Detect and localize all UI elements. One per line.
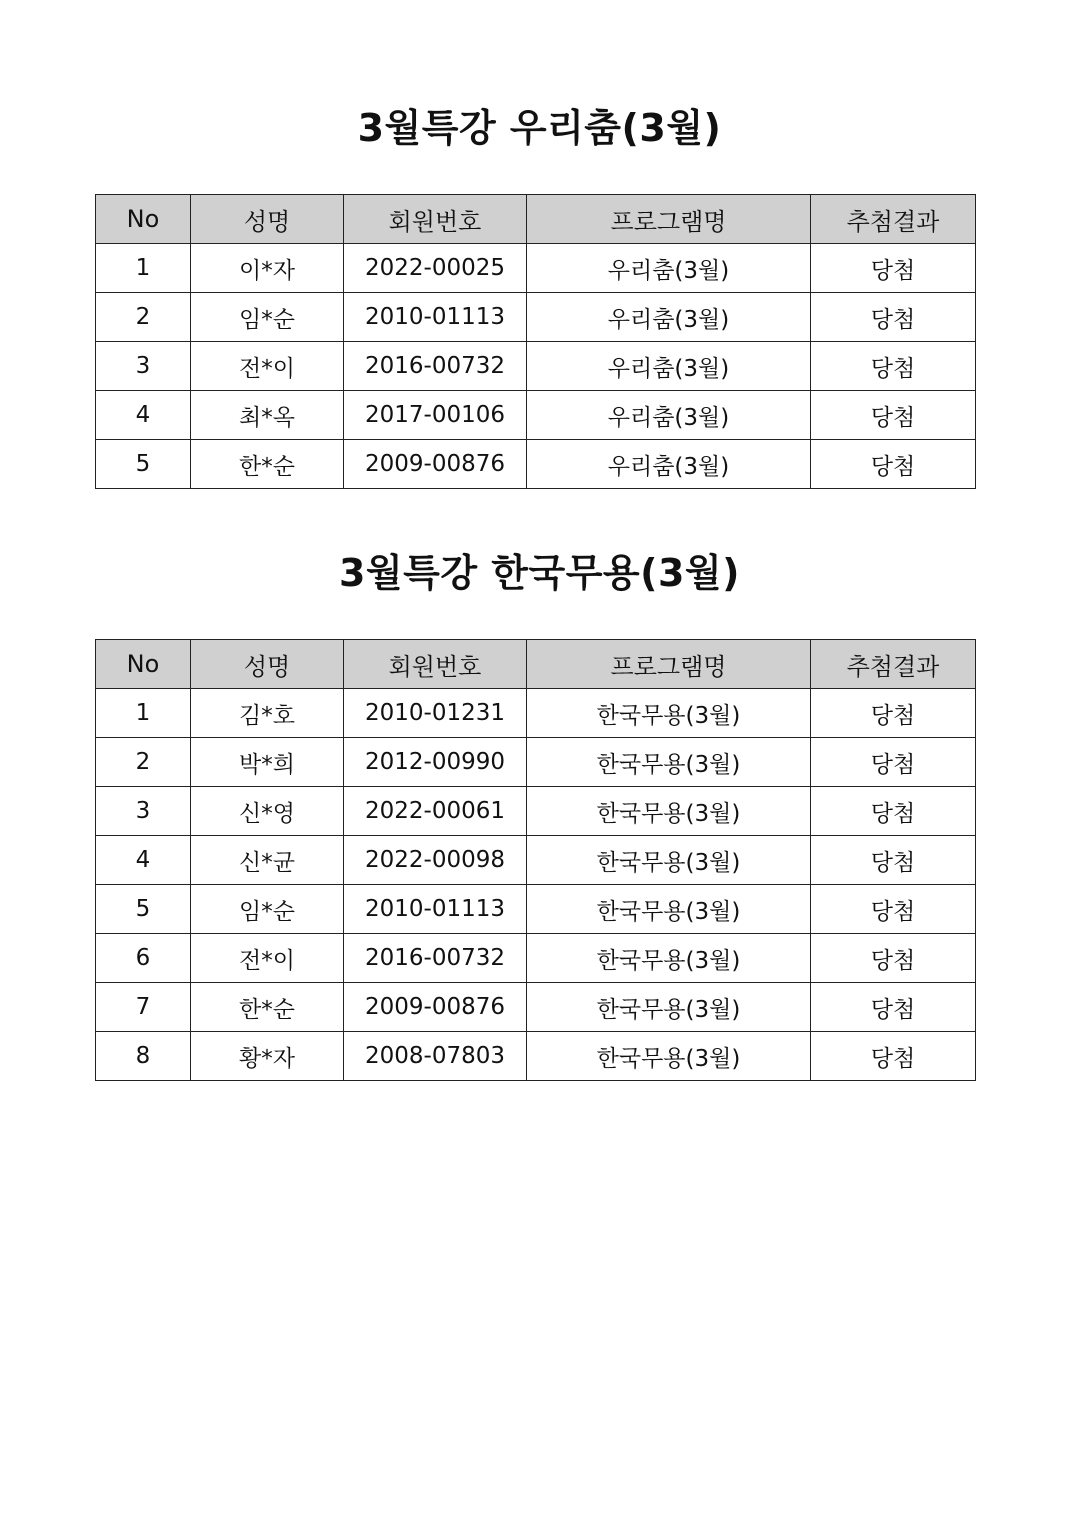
cell-program: 우리춤(3월) xyxy=(527,293,811,342)
cell-program: 한국무용(3월) xyxy=(527,787,811,836)
cell-member-id: 2022-00061 xyxy=(344,787,527,836)
header-no: No xyxy=(96,640,191,689)
header-name: 성명 xyxy=(191,640,344,689)
table-row xyxy=(96,787,976,836)
cell-member-id: 2008-07803 xyxy=(344,1032,527,1081)
cell-no: 1 xyxy=(96,244,191,293)
cell-no: 3 xyxy=(96,787,191,836)
cell-member-id: 2010-01113 xyxy=(344,885,527,934)
cell-name: 임*순 xyxy=(191,293,344,342)
cell-no: 5 xyxy=(96,885,191,934)
cell-program: 한국무용(3월) xyxy=(527,836,811,885)
cell-name: 최*옥 xyxy=(191,391,344,440)
header-result: 추첨결과 xyxy=(811,195,976,244)
header-no: No xyxy=(96,195,191,244)
cell-member-id: 2022-00098 xyxy=(344,836,527,885)
header-program: 프로그램명 xyxy=(527,640,811,689)
cell-program: 우리춤(3월) xyxy=(527,440,811,489)
cell-result: 당첨 xyxy=(811,1032,976,1081)
table-row xyxy=(96,836,976,885)
header-member-id: 회원번호 xyxy=(344,195,527,244)
lottery-result-table xyxy=(95,194,976,489)
cell-member-id: 2009-00876 xyxy=(344,983,527,1032)
cell-result: 당첨 xyxy=(811,342,976,391)
header-result: 추첨결과 xyxy=(811,640,976,689)
cell-no: 5 xyxy=(96,440,191,489)
cell-name: 김*호 xyxy=(191,689,344,738)
cell-member-id: 2022-00025 xyxy=(344,244,527,293)
table-row xyxy=(96,440,976,489)
table-row xyxy=(96,689,976,738)
cell-program: 한국무용(3월) xyxy=(527,885,811,934)
cell-name: 한*순 xyxy=(191,983,344,1032)
cell-member-id: 2010-01113 xyxy=(344,293,527,342)
table-row xyxy=(96,342,976,391)
cell-name: 박*희 xyxy=(191,738,344,787)
cell-result: 당첨 xyxy=(811,738,976,787)
table-row xyxy=(96,1032,976,1081)
cell-member-id: 2017-00106 xyxy=(344,391,527,440)
header-program: 프로그램명 xyxy=(527,195,811,244)
section-title: 3월특강 우리춤(3월) xyxy=(357,106,722,150)
cell-no: 6 xyxy=(96,934,191,983)
cell-name: 전*이 xyxy=(191,342,344,391)
cell-program: 우리춤(3월) xyxy=(527,342,811,391)
table-row xyxy=(96,293,976,342)
cell-name: 이*자 xyxy=(191,244,344,293)
cell-result: 당첨 xyxy=(811,934,976,983)
cell-member-id: 2009-00876 xyxy=(344,440,527,489)
cell-no: 2 xyxy=(96,738,191,787)
cell-name: 전*이 xyxy=(191,934,344,983)
cell-no: 4 xyxy=(96,391,191,440)
cell-member-id: 2012-00990 xyxy=(344,738,527,787)
cell-name: 한*순 xyxy=(191,440,344,489)
cell-result: 당첨 xyxy=(811,244,976,293)
table-row xyxy=(96,244,976,293)
cell-result: 당첨 xyxy=(811,787,976,836)
cell-result: 당첨 xyxy=(811,689,976,738)
cell-no: 8 xyxy=(96,1032,191,1081)
header-member-id: 회원번호 xyxy=(344,640,527,689)
table-header-row xyxy=(96,640,976,689)
table-header-row xyxy=(96,195,976,244)
cell-name: 신*균 xyxy=(191,836,344,885)
cell-no: 2 xyxy=(96,293,191,342)
table-row xyxy=(96,391,976,440)
cell-program: 한국무용(3월) xyxy=(527,983,811,1032)
cell-result: 당첨 xyxy=(811,885,976,934)
lottery-result-table xyxy=(95,639,976,1081)
cell-member-id: 2016-00732 xyxy=(344,342,527,391)
cell-result: 당첨 xyxy=(811,836,976,885)
cell-program: 우리춤(3월) xyxy=(527,391,811,440)
table-row xyxy=(96,738,976,787)
cell-no: 3 xyxy=(96,342,191,391)
cell-name: 황*자 xyxy=(191,1032,344,1081)
table-row xyxy=(96,983,976,1032)
cell-result: 당첨 xyxy=(811,440,976,489)
cell-program: 한국무용(3월) xyxy=(527,689,811,738)
header-name: 성명 xyxy=(191,195,344,244)
cell-member-id: 2016-00732 xyxy=(344,934,527,983)
cell-result: 당첨 xyxy=(811,391,976,440)
cell-program: 한국무용(3월) xyxy=(527,934,811,983)
cell-no: 1 xyxy=(96,689,191,738)
cell-name: 신*영 xyxy=(191,787,344,836)
section-title: 3월특강 한국무용(3월) xyxy=(338,551,740,595)
cell-result: 당첨 xyxy=(811,293,976,342)
cell-no: 4 xyxy=(96,836,191,885)
cell-program: 우리춤(3월) xyxy=(527,244,811,293)
cell-program: 한국무용(3월) xyxy=(527,738,811,787)
cell-member-id: 2010-01231 xyxy=(344,689,527,738)
table-row xyxy=(96,885,976,934)
table-row xyxy=(96,934,976,983)
cell-name: 임*순 xyxy=(191,885,344,934)
cell-result: 당첨 xyxy=(811,983,976,1032)
cell-no: 7 xyxy=(96,983,191,1032)
cell-program: 한국무용(3월) xyxy=(527,1032,811,1081)
